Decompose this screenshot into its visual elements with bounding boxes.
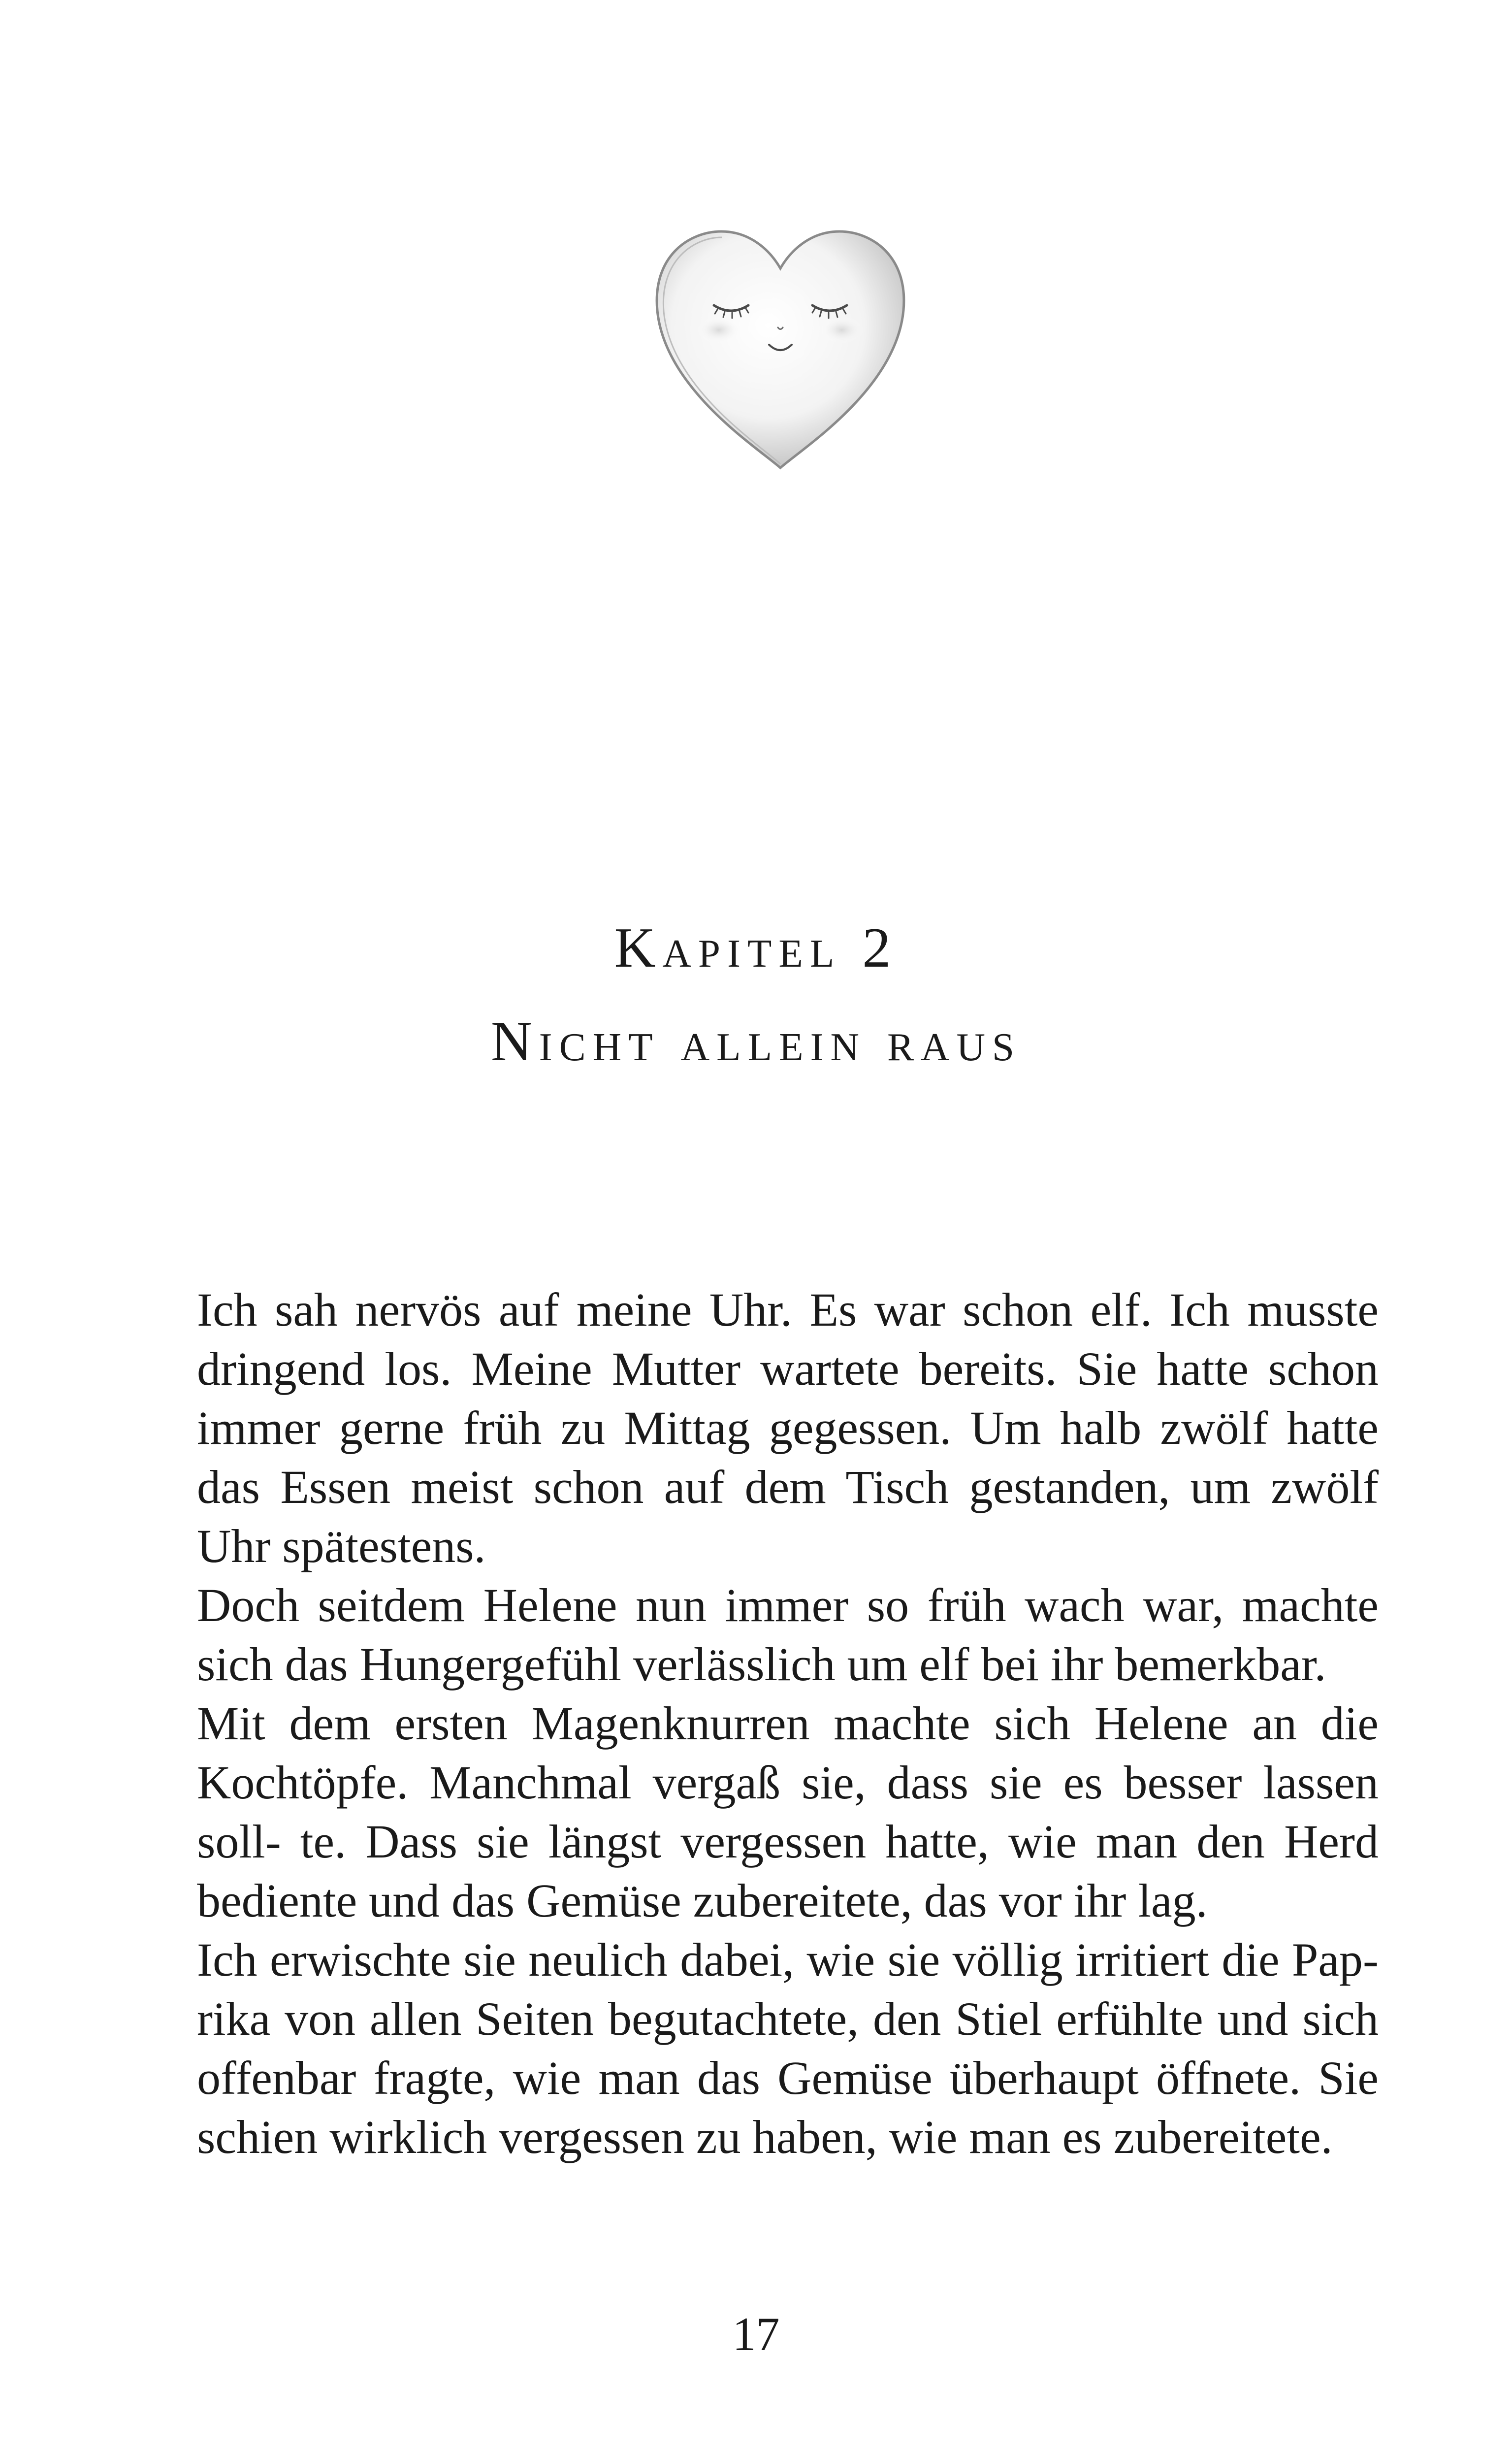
page-number: 17	[732, 2308, 780, 2360]
paragraph-4: Ich erwischte sie neulich dabei, wie sie völlig irritiert die Pap- rika von allen Seiten begutachtete, den Stiel erfühlte und sich offenbar fragte, wie man das Gemüse überhaupt öffnete. Sie schien wirklich vergessen zu haben, wie man es zubereitete.	[197, 1933, 1379, 2163]
paragraph-1: Ich sah nervös auf meine Uhr. Es war schon elf. Ich musste dringend los. Meine Mutter wartete bereits. Sie hatte schon immer gerne früh zu Mittag gegessen. Um halb zwölf hatte das Essen meist schon auf dem Tisch gestanden, um zwölf Uhr spätestens.	[197, 1283, 1379, 1572]
body-text	[197, 1280, 1379, 2167]
chapter-number: Kapitel 2	[614, 916, 898, 979]
chapter-title: Nicht allein raus	[490, 1010, 1022, 1073]
chapter-heading	[0, 901, 1512, 1088]
paragraph-3: Mit dem ersten Magenknurren machte sich Helene an die Kochtöpfe. Manchmal vergaß sie, dass sie es besser lassen soll- te. Dass sie längst vergessen hatte, wie man den Herd bediente und das Gemüse zubereitete, das vor ihr lag.	[197, 1697, 1379, 1927]
paragraph-2: Doch seitdem Helene nun immer so früh wach war, machte sich das Hungergefühl verlässlich um elf bei ihr bemerkbar.	[197, 1579, 1379, 1691]
heart-face-icon	[635, 163, 926, 547]
